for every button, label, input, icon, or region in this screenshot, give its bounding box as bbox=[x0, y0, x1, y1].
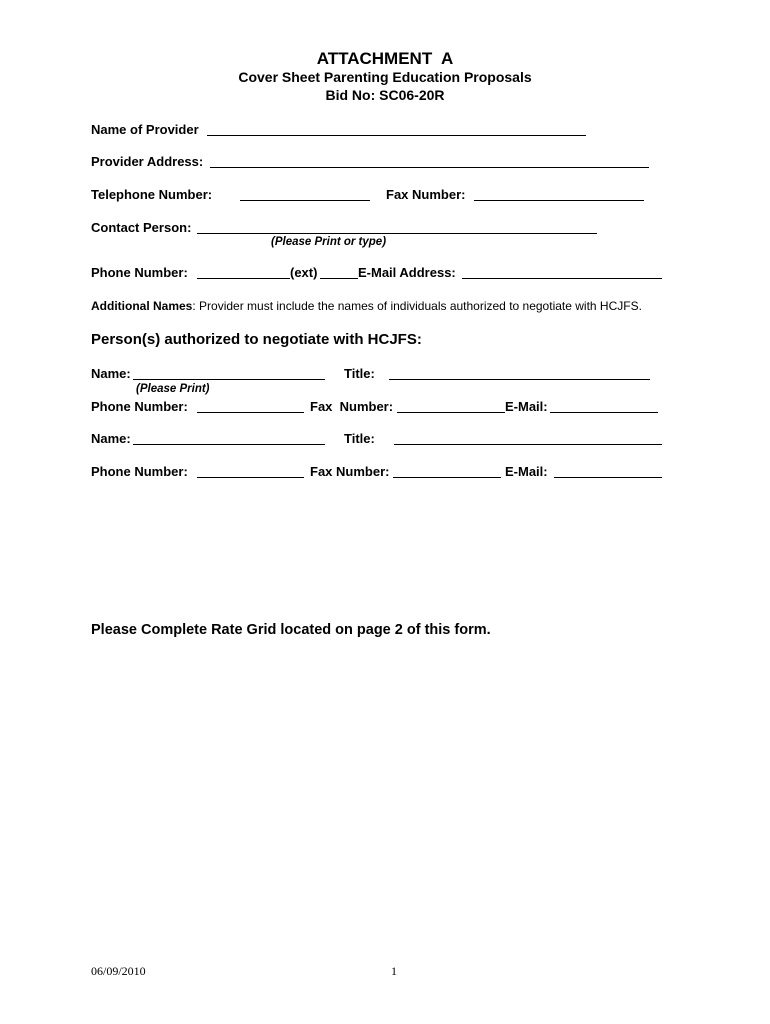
provider-name-label: Name of Provider bbox=[91, 122, 199, 137]
person1-fax-field[interactable] bbox=[397, 412, 505, 413]
person1-name-label: Name: bbox=[91, 366, 131, 381]
telephone-label: Telephone Number: bbox=[91, 187, 213, 202]
negotiators-heading: Person(s) authorized to negotiate with HCJFS: bbox=[91, 331, 422, 348]
person1-email-label: E-Mail: bbox=[505, 399, 548, 414]
contact-person-label: Contact Person: bbox=[91, 220, 192, 235]
additional-names-text: : Provider must include the names of individuals authorized to negotiate with HCJFS. bbox=[192, 299, 642, 313]
person1-email-field[interactable] bbox=[550, 412, 658, 413]
bid-number: Bid No: SC06-20R bbox=[325, 87, 445, 103]
person2-name-label: Name: bbox=[91, 431, 131, 446]
email-address-field[interactable] bbox=[462, 278, 662, 279]
person1-title-field[interactable] bbox=[389, 379, 650, 380]
provider-name-field[interactable] bbox=[207, 135, 586, 136]
telephone-field[interactable] bbox=[240, 200, 370, 201]
phone-label: Phone Number: bbox=[91, 265, 188, 280]
person2-email-label: E-Mail: bbox=[505, 464, 548, 479]
person2-phone-field[interactable] bbox=[197, 477, 304, 478]
person1-phone-field[interactable] bbox=[197, 412, 304, 413]
person2-title-label: Title: bbox=[344, 431, 375, 446]
page-number: 1 bbox=[391, 964, 397, 978]
provider-address-field[interactable] bbox=[210, 167, 649, 168]
fax-label: Fax Number: bbox=[386, 187, 466, 202]
person1-title-label: Title: bbox=[344, 366, 375, 381]
rate-grid-instruction: Please Complete Rate Grid located on page 2 of this form. bbox=[91, 622, 491, 638]
person1-fax-label: Fax Number: bbox=[310, 399, 394, 414]
fax-field[interactable] bbox=[474, 200, 644, 201]
document-subtitle: Cover Sheet Parenting Education Proposals bbox=[238, 69, 532, 85]
additional-names-note bbox=[91, 299, 642, 313]
contact-person-note: (Please Print or type) bbox=[271, 236, 387, 248]
person2-title-field[interactable] bbox=[394, 444, 662, 445]
person1-phone-label: Phone Number: bbox=[91, 399, 188, 414]
person1-name-note: (Please Print) bbox=[136, 383, 210, 395]
person2-name-field[interactable] bbox=[133, 444, 325, 445]
person2-phone-label: Phone Number: bbox=[91, 464, 188, 479]
additional-names-label: Additional Names bbox=[91, 299, 193, 313]
person2-email-field[interactable] bbox=[554, 477, 662, 478]
contact-person-field[interactable] bbox=[197, 233, 597, 234]
person2-fax-field[interactable] bbox=[393, 477, 501, 478]
email-address-label: E-Mail Address: bbox=[358, 265, 456, 280]
phone-field[interactable] bbox=[197, 278, 290, 279]
document-title: ATTACHMENT A bbox=[316, 49, 454, 68]
person2-fax-label: Fax Number: bbox=[310, 464, 390, 479]
ext-field[interactable] bbox=[320, 278, 358, 279]
footer-date: 06/09/2010 bbox=[91, 964, 146, 978]
ext-label: (ext) bbox=[290, 265, 318, 280]
provider-address-label: Provider Address: bbox=[91, 154, 204, 169]
person1-name-field[interactable] bbox=[133, 379, 325, 380]
